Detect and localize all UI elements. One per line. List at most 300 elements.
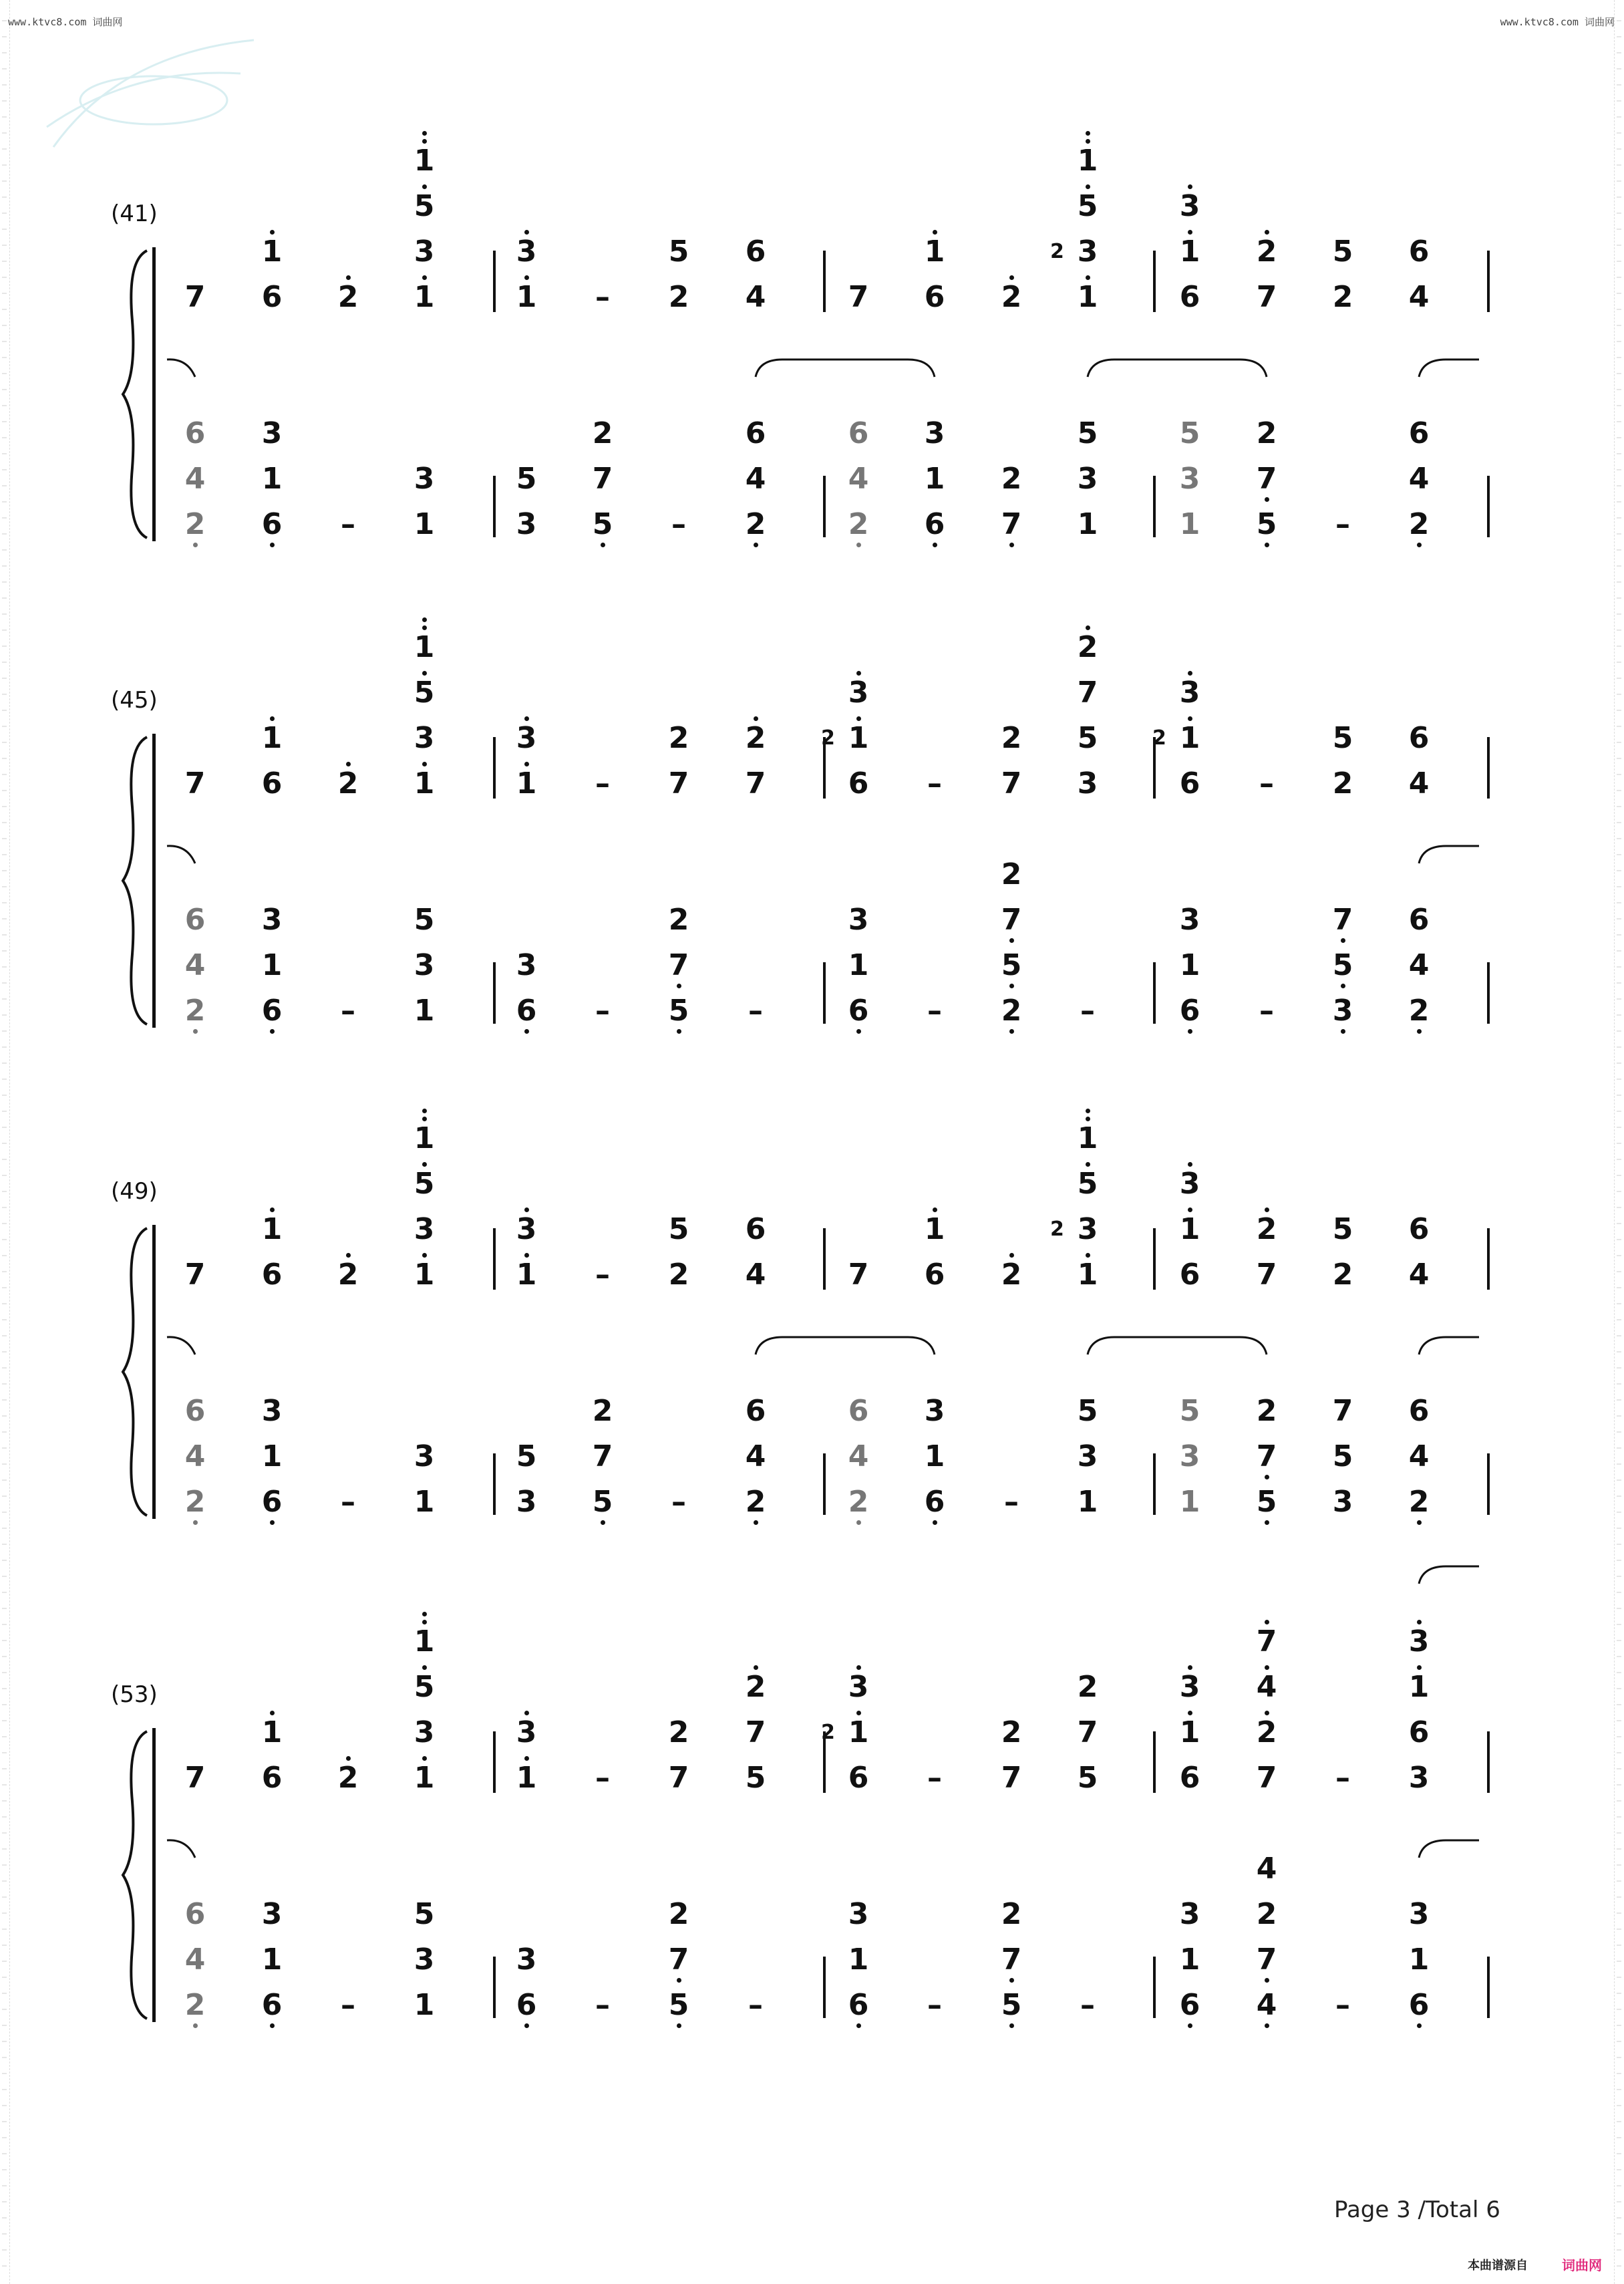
treble-note: 6 [261, 1258, 283, 1292]
bass-note: 7 [592, 1439, 613, 1473]
bass-note: 7 [668, 948, 689, 982]
bass-note: 2 [1001, 994, 1022, 1028]
treble-note: 3 [848, 676, 869, 710]
treble-note: 5 [1332, 1212, 1353, 1246]
bass-note: 7 [1001, 1943, 1022, 1977]
margin-tick [1617, 2153, 1621, 2154]
treble-note: 5 [1077, 189, 1098, 223]
margin-tick [2, 2233, 7, 2235]
treble-note: 7 [1001, 766, 1022, 801]
treble-note: 1 [414, 1761, 435, 1795]
bass-note: 3 [1179, 1897, 1200, 1931]
treble-note: 7 [848, 280, 869, 314]
treble-note: 1 [924, 1212, 945, 1246]
bass-note: 3 [414, 1439, 435, 1473]
treble-note: 3 [1077, 766, 1098, 801]
bass-note: 6 [516, 1988, 537, 2022]
bass-note: 2 [848, 1485, 869, 1519]
sustain-dash: – [927, 766, 942, 801]
treble-note: 6 [745, 1212, 766, 1246]
sustain-dash: – [341, 1988, 355, 2022]
treble-note: 1 [848, 721, 869, 755]
treble-note: 3 [516, 1212, 537, 1246]
treble-note: 7 [184, 280, 206, 314]
sustain-dash: – [927, 994, 942, 1028]
bass-note: 3 [414, 1943, 435, 1977]
treble-note: 7 [1256, 1258, 1277, 1292]
bass-note: 5 [1077, 1394, 1098, 1428]
score-system [0, 978, 1624, 1519]
header-right-site: www.ktvc8.com 词曲网 [1500, 16, 1615, 28]
treble-note: 3 [1179, 1167, 1200, 1201]
bass-note: 5 [668, 1988, 689, 2022]
bass-note: 1 [1179, 948, 1200, 982]
bass-note: 6 [848, 1988, 869, 2022]
sustain-dash: – [1080, 994, 1095, 1028]
bass-note: 1 [414, 994, 435, 1028]
sustain-dash: – [595, 766, 610, 801]
treble-note: 3 [1077, 1212, 1098, 1246]
treble-note: 5 [1332, 235, 1353, 269]
treble-note: 2 [745, 1670, 766, 1704]
bass-note: 3 [261, 416, 283, 450]
bass-note: 6 [1408, 1394, 1430, 1428]
measure-number: (41) [111, 200, 158, 227]
margin-tick [1617, 2185, 1621, 2186]
bass-note: 3 [1179, 462, 1200, 496]
bass-note: 7 [1256, 462, 1277, 496]
bass-note: 3 [924, 416, 945, 450]
bass-note: 2 [1408, 994, 1430, 1028]
bass-note: 1 [924, 1439, 945, 1473]
treble-note: 2 [1001, 721, 1022, 755]
bass-note: 4 [184, 462, 206, 496]
treble-note: 6 [261, 280, 283, 314]
treble-note: 5 [414, 1167, 435, 1201]
bass-note: 3 [516, 1943, 537, 1977]
page-indicator: Page 3 /Total 6 [1334, 2196, 1500, 2223]
bass-note: 4 [1256, 1852, 1277, 1886]
treble-note: 2 [1001, 280, 1022, 314]
treble-note: 6 [1179, 280, 1200, 314]
sustain-dash: – [595, 1761, 610, 1795]
treble-note: 4 [1408, 1258, 1430, 1292]
treble-note: 2 [745, 721, 766, 755]
bass-note: 5 [1001, 948, 1022, 982]
sustain-dash: – [341, 507, 355, 541]
bass-note: 6 [261, 507, 283, 541]
bass-note: 4 [1408, 462, 1430, 496]
treble-note: 3 [516, 1715, 537, 1749]
treble-note: 6 [1408, 721, 1430, 755]
margin-tick [1617, 2201, 1621, 2202]
bass-note: 3 [1408, 1897, 1430, 1931]
bass-note: 6 [924, 1485, 945, 1519]
bass-note: 1 [1408, 1943, 1430, 1977]
bass-note: 2 [1256, 416, 1277, 450]
sustain-dash: – [748, 994, 763, 1028]
bass-note: 1 [1077, 507, 1098, 541]
bass-note: 7 [592, 462, 613, 496]
bass-note: 4 [184, 948, 206, 982]
margin-tick [1617, 2121, 1621, 2122]
margin-tick [1617, 2169, 1621, 2170]
bass-note: 6 [184, 903, 206, 937]
bass-note: 3 [848, 903, 869, 937]
treble-note: 7 [1256, 280, 1277, 314]
treble-note: 3 [414, 1715, 435, 1749]
grace-note: 2 [1050, 1218, 1064, 1241]
bass-note: 5 [1332, 1439, 1353, 1473]
margin-tick [2, 2153, 7, 2154]
bass-note: 4 [848, 1439, 869, 1473]
treble-note: 2 [337, 1258, 359, 1292]
treble-note: 2 [1256, 235, 1277, 269]
bass-note: 6 [184, 1394, 206, 1428]
treble-note: 6 [1179, 1761, 1200, 1795]
treble-note: 2 [337, 766, 359, 801]
treble-note: 1 [516, 280, 537, 314]
bass-note: 5 [592, 507, 613, 541]
bass-note: 5 [516, 462, 537, 496]
bass-note: 6 [261, 1485, 283, 1519]
treble-note: 1 [414, 1121, 435, 1155]
site-logo: 词曲网 [1562, 2257, 1602, 2273]
sustain-dash: – [1004, 1485, 1019, 1519]
treble-note: 2 [1001, 1715, 1022, 1749]
bass-note: 4 [184, 1943, 206, 1977]
treble-note: 5 [414, 1670, 435, 1704]
bass-note: 6 [516, 994, 537, 1028]
treble-note: 1 [414, 1258, 435, 1292]
treble-note: 5 [1077, 721, 1098, 755]
treble-note: 1 [414, 766, 435, 801]
treble-note: 7 [668, 766, 689, 801]
bass-note: 1 [848, 1943, 869, 1977]
bass-note: 6 [261, 1988, 283, 2022]
score-system [0, 1481, 1624, 2022]
bass-note: 3 [516, 948, 537, 982]
treble-note: 2 [668, 280, 689, 314]
bass-note: 6 [1408, 903, 1430, 937]
treble-note: 6 [1408, 1715, 1430, 1749]
grace-note: 2 [821, 726, 835, 750]
bass-note: 2 [1256, 1394, 1277, 1428]
bass-note: 5 [1179, 416, 1200, 450]
slur [1419, 1840, 1479, 1858]
bass-note: 6 [848, 1394, 869, 1428]
bass-note: 2 [1001, 857, 1022, 891]
sustain-dash: – [671, 507, 686, 541]
slur [756, 1337, 935, 1354]
sustain-dash: – [671, 1485, 686, 1519]
treble-note: 5 [1077, 1761, 1098, 1795]
treble-note: 2 [1332, 1258, 1353, 1292]
sustain-dash: – [595, 1258, 610, 1292]
treble-note: 1 [1179, 721, 1200, 755]
bass-note: 2 [184, 1485, 206, 1519]
treble-note: 3 [414, 721, 435, 755]
treble-note: 5 [1332, 721, 1353, 755]
margin-tick [2, 2089, 7, 2090]
margin-tick [2, 2169, 7, 2170]
bass-note: 1 [1179, 1485, 1200, 1519]
treble-note: 1 [414, 630, 435, 664]
treble-note: 7 [745, 1715, 766, 1749]
bass-note: 4 [1408, 1439, 1430, 1473]
treble-note: 6 [924, 280, 945, 314]
treble-note: 4 [745, 280, 766, 314]
bass-note: 4 [1256, 1988, 1277, 2022]
treble-note: 2 [337, 280, 359, 314]
margin-tick [2, 2265, 7, 2267]
slur-layer [0, 1481, 1624, 2082]
treble-note: 6 [1179, 766, 1200, 801]
treble-note: 1 [848, 1715, 869, 1749]
bass-note: 5 [414, 1897, 435, 1931]
bass-note: 1 [261, 1943, 283, 1977]
bass-note: 6 [1179, 1988, 1200, 2022]
slur [1419, 1337, 1479, 1354]
slur [167, 360, 195, 377]
treble-note: 4 [1408, 766, 1430, 801]
treble-note: 1 [414, 280, 435, 314]
bass-note: 2 [592, 416, 613, 450]
treble-note: 5 [745, 1761, 766, 1795]
margin-tick [2, 2249, 7, 2251]
bass-note: 7 [1332, 1394, 1353, 1428]
sustain-dash: – [927, 1761, 942, 1795]
sustain-dash: – [748, 1988, 763, 2022]
treble-note: 4 [1408, 280, 1430, 314]
bass-note: 3 [1332, 1485, 1353, 1519]
treble-note: 3 [1408, 1624, 1430, 1659]
header-left-site: www.ktvc8.com 词曲网 [8, 16, 123, 28]
bass-note: 5 [1332, 948, 1353, 982]
sustain-dash: – [595, 280, 610, 314]
treble-note: 3 [1179, 1670, 1200, 1704]
margin-tick [2, 2137, 7, 2138]
margin-tick [2, 2105, 7, 2106]
bass-note: 5 [414, 903, 435, 937]
bass-note: 6 [1179, 994, 1200, 1028]
treble-note: 7 [184, 766, 206, 801]
bass-note: 7 [668, 1943, 689, 1977]
treble-note: 1 [516, 1761, 537, 1795]
treble-note: 3 [848, 1670, 869, 1704]
treble-note: 1 [261, 721, 283, 755]
bass-note: 1 [261, 1439, 283, 1473]
measure-number: (53) [111, 1681, 158, 1708]
treble-note: 3 [414, 1212, 435, 1246]
slur [1419, 360, 1479, 377]
bass-note: 6 [1408, 1988, 1430, 2022]
treble-note: 7 [1001, 1761, 1022, 1795]
treble-note: 6 [848, 766, 869, 801]
score-system [0, 0, 1624, 541]
bass-note: 5 [1256, 507, 1277, 541]
treble-note: 1 [516, 766, 537, 801]
treble-note: 6 [745, 235, 766, 269]
treble-note: 3 [1179, 189, 1200, 223]
treble-note: 2 [668, 1715, 689, 1749]
bass-note: 3 [516, 507, 537, 541]
bass-note: 2 [1001, 462, 1022, 496]
grace-note: 2 [1152, 726, 1166, 750]
slur [167, 1337, 195, 1354]
treble-note: 2 [1256, 1715, 1277, 1749]
bass-note: 5 [516, 1439, 537, 1473]
treble-note: 1 [1179, 1715, 1200, 1749]
treble-note: 3 [414, 235, 435, 269]
treble-note: 1 [1179, 235, 1200, 269]
slur [167, 1840, 195, 1858]
grace-note: 2 [1050, 240, 1064, 263]
treble-note: 1 [1408, 1670, 1430, 1704]
treble-note: 5 [668, 1212, 689, 1246]
bass-note: 7 [1001, 507, 1022, 541]
sustain-dash: – [341, 1485, 355, 1519]
treble-note: 7 [848, 1258, 869, 1292]
bass-note: 5 [1001, 1988, 1022, 2022]
treble-note: 6 [848, 1761, 869, 1795]
treble-note: 5 [668, 235, 689, 269]
bass-note: 4 [1408, 948, 1430, 982]
treble-note: 1 [1077, 1258, 1098, 1292]
sustain-dash: – [927, 1988, 942, 2022]
treble-note: 7 [745, 766, 766, 801]
slur [167, 846, 195, 863]
bass-note: 1 [261, 462, 283, 496]
treble-note: 3 [1077, 235, 1098, 269]
bass-note: 2 [184, 507, 206, 541]
grace-note: 2 [821, 1721, 835, 1744]
treble-note: 1 [1179, 1212, 1200, 1246]
treble-note: 7 [1077, 1715, 1098, 1749]
slur [1419, 846, 1479, 863]
treble-note: 4 [745, 1258, 766, 1292]
slur [1088, 1337, 1267, 1354]
treble-note: 2 [337, 1761, 359, 1795]
treble-note: 1 [261, 235, 283, 269]
slur [1419, 1566, 1479, 1584]
margin-tick [2, 2217, 7, 2219]
bass-note: 3 [261, 1394, 283, 1428]
margin-tick [1617, 2105, 1621, 2106]
sustain-dash: – [595, 994, 610, 1028]
treble-note: 6 [1408, 1212, 1430, 1246]
sustain-dash: – [1335, 1988, 1350, 2022]
bass-note: 6 [924, 507, 945, 541]
treble-note: 7 [1256, 1761, 1277, 1795]
bass-note: 4 [745, 462, 766, 496]
margin-tick [1617, 2217, 1621, 2219]
treble-note: 6 [1408, 235, 1430, 269]
sustain-dash: – [1259, 994, 1274, 1028]
margin-tick [2, 2201, 7, 2202]
sustain-dash: – [1080, 1988, 1095, 2022]
bass-note: 3 [848, 1897, 869, 1931]
treble-note: 4 [1256, 1670, 1277, 1704]
treble-note: 7 [184, 1258, 206, 1292]
treble-note: 7 [1077, 676, 1098, 710]
margin-tick [1617, 2249, 1621, 2251]
bass-note: 6 [261, 994, 283, 1028]
sustain-dash: – [595, 1988, 610, 2022]
treble-note: 6 [261, 1761, 283, 1795]
treble-note: 5 [414, 189, 435, 223]
treble-note: 3 [1179, 676, 1200, 710]
sustain-dash: – [1335, 1761, 1350, 1795]
bass-note: 6 [848, 416, 869, 450]
sustain-dash: – [1259, 766, 1274, 801]
treble-note: 1 [516, 1258, 537, 1292]
bass-note: 3 [1332, 994, 1353, 1028]
bass-note: 2 [184, 994, 206, 1028]
bass-note: 4 [184, 1439, 206, 1473]
treble-note: 2 [1077, 630, 1098, 664]
treble-note: 2 [1001, 1258, 1022, 1292]
treble-note: 5 [414, 676, 435, 710]
treble-note: 6 [1179, 1258, 1200, 1292]
bass-note: 2 [1408, 507, 1430, 541]
bass-note: 7 [1001, 903, 1022, 937]
treble-note: 1 [414, 1624, 435, 1659]
slur [1088, 360, 1267, 377]
measure-number: (45) [111, 687, 158, 714]
margin-tick [1617, 2089, 1621, 2090]
treble-note: 1 [261, 1715, 283, 1749]
score-system [0, 486, 1624, 1028]
bass-note: 7 [1256, 1943, 1277, 1977]
bass-note: 2 [668, 1897, 689, 1931]
bass-note: 6 [745, 416, 766, 450]
bass-note: 2 [745, 507, 766, 541]
bass-note: 5 [1077, 416, 1098, 450]
bass-note: 4 [745, 1439, 766, 1473]
treble-note: 2 [1332, 766, 1353, 801]
slur [756, 360, 935, 377]
treble-note: 2 [1332, 280, 1353, 314]
treble-note: 7 [1256, 1624, 1277, 1659]
bass-note: 1 [414, 1988, 435, 2022]
sustain-dash: – [1335, 507, 1350, 541]
treble-note: 6 [261, 766, 283, 801]
bass-note: 4 [848, 462, 869, 496]
bass-note: 2 [1256, 1897, 1277, 1931]
bass-note: 2 [184, 1988, 206, 2022]
bass-note: 1 [414, 507, 435, 541]
treble-note: 3 [516, 721, 537, 755]
bass-note: 7 [1332, 903, 1353, 937]
bass-note: 5 [592, 1485, 613, 1519]
bass-note: 3 [1179, 903, 1200, 937]
bass-note: 6 [184, 416, 206, 450]
treble-note: 2 [1077, 1670, 1098, 1704]
bass-note: 2 [848, 507, 869, 541]
treble-note: 3 [516, 235, 537, 269]
bass-note: 2 [1408, 1485, 1430, 1519]
treble-note: 2 [1256, 1212, 1277, 1246]
bass-note: 1 [924, 462, 945, 496]
bass-note: 6 [184, 1897, 206, 1931]
bass-note: 3 [924, 1394, 945, 1428]
treble-note: 2 [668, 1258, 689, 1292]
margin-tick [1617, 2137, 1621, 2138]
measure-number: (49) [111, 1178, 158, 1205]
bass-note: 7 [1256, 1439, 1277, 1473]
bass-note: 5 [668, 994, 689, 1028]
